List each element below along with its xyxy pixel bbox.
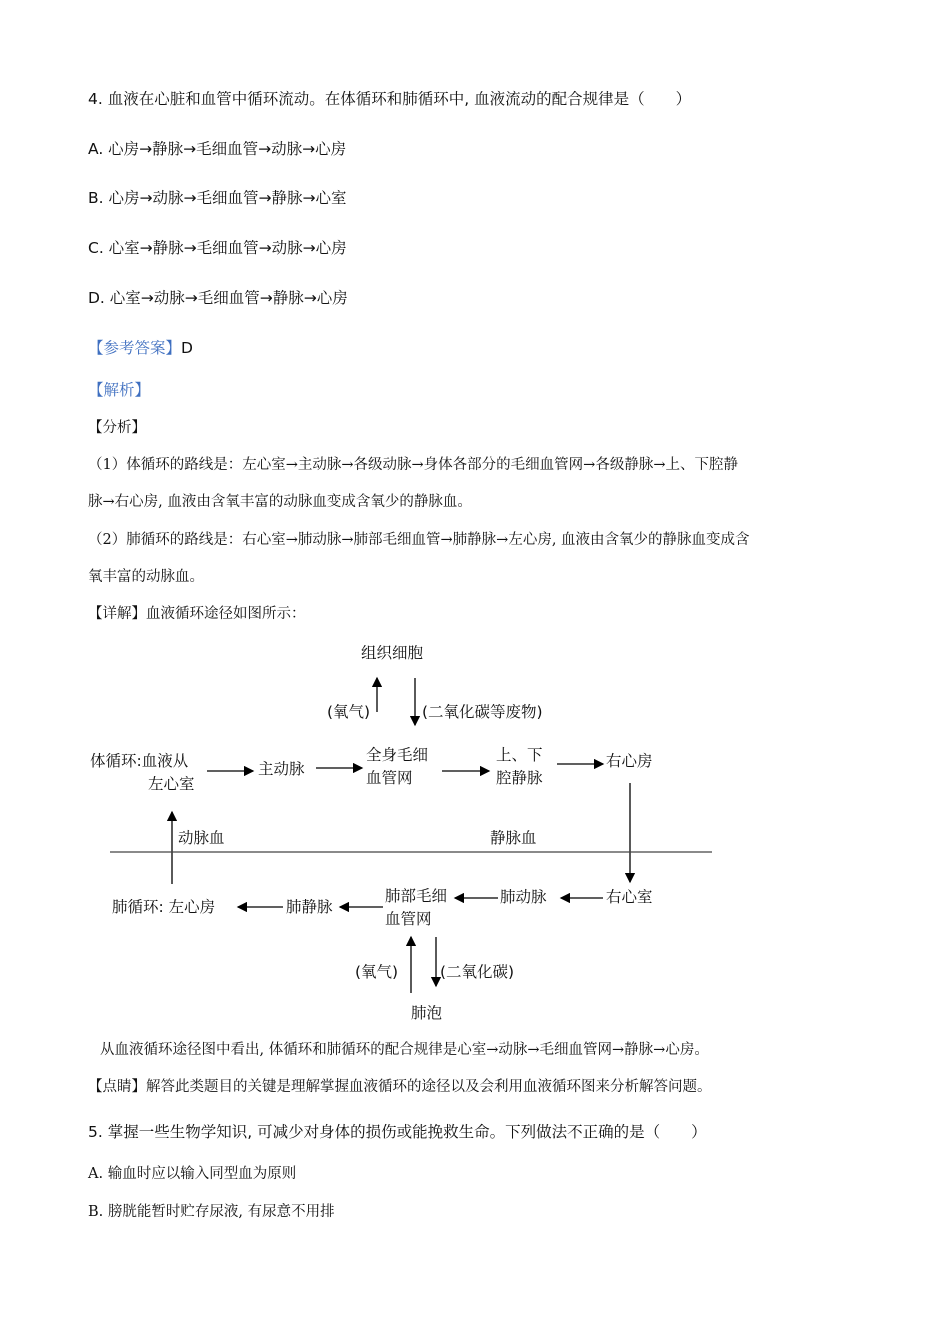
analysis-label: 【解析】 xyxy=(88,381,151,399)
systemic-start: 体循环:血液从 xyxy=(90,752,189,770)
pulmonary-vein: 肺静脉 xyxy=(286,898,333,916)
analysis-p1-cont: 脉→右心房, 血液由含氧丰富的动脉血变成含氧少的静脉血。 xyxy=(88,494,472,510)
co2-top-label: (二氧化碳等废物) xyxy=(422,703,543,721)
oxygen-bottom-label: (氧气) xyxy=(355,963,399,981)
alveoli: 肺泡 xyxy=(411,1004,443,1022)
oxygen-top-label: (氧气) xyxy=(327,703,371,721)
option-b: B. 膀胱能暂时贮存尿液, 有尿意不用排 xyxy=(88,1204,335,1220)
tissue-cells: 组织细胞 xyxy=(361,644,424,662)
option-b: B. 心房→动脉→毛细血管→静脉→心室 xyxy=(88,189,347,207)
right-ventricle: 右心室 xyxy=(606,888,653,906)
option-a: A. 输血时应以输入同型血为原则 xyxy=(88,1166,297,1182)
analysis-p2-cont: 氧丰富的动脉血。 xyxy=(88,569,204,585)
pulmonary-left-atrium: 肺循环: 左心房 xyxy=(112,898,216,916)
lung-capillaries-2: 血管网 xyxy=(385,910,432,928)
co2-bottom-label: (二氧化碳) xyxy=(440,963,515,981)
arterial-blood: 动脉血 xyxy=(178,829,225,847)
lung-capillaries-1: 肺部毛细 xyxy=(385,887,448,905)
left-ventricle: 左心室 xyxy=(148,775,195,793)
detail-label: 【详解】血液循环途径如图所示： xyxy=(88,606,306,622)
question-stem: 4. 血液在心脏和血管中循环流动。在体循环和肺循环中, 血液流动的配合规律是（ ） xyxy=(88,90,692,108)
analysis-p1: （1）体循环的路线是：左心室→主动脉→各级动脉→身体各部分的毛细血管网→各级静脉→上、下腔静 xyxy=(88,457,738,473)
option-d: D. 心室→动脉→毛细血管→静脉→心房 xyxy=(88,289,348,307)
option-a: A. 心房→静脉→毛细血管→动脉→心房 xyxy=(88,140,347,158)
vena-cava-1: 上、下 xyxy=(496,746,543,764)
vena-cava-2: 腔静脉 xyxy=(496,769,543,787)
venous-blood: 静脉血 xyxy=(490,829,537,847)
answer-label: 【参考答案】 xyxy=(88,339,182,357)
answer-value: D xyxy=(181,339,193,357)
conclusion: 从血液循环途径图中看出, 体循环和肺循环的配合规律是心室→动脉→毛细血管网→静脉→心房。 xyxy=(100,1042,709,1058)
analysis-p2: （2）肺循环的路线是：右心室→肺动脉→肺部毛细血管→肺静脉→左心房, 血液由含氧少的静脉血变成含 xyxy=(88,532,750,548)
pulmonary-artery: 肺动脉 xyxy=(500,888,547,906)
option-c: C. 心室→静脉→毛细血管→动脉→心房 xyxy=(88,239,347,257)
dianjing: 【点睛】解答此类题目的关键是理解掌握血液循环的途径以及会利用血液循环图来分析解答问题。 xyxy=(88,1079,712,1095)
aorta: 主动脉 xyxy=(258,760,305,778)
question-stem: 5. 掌握一些生物学知识, 可减少对身体的损伤或能挽救生命。下列做法不正确的是（ ） xyxy=(88,1123,707,1141)
fenxi-label: 【分析】 xyxy=(88,420,146,436)
body-capillaries-1: 全身毛细 xyxy=(366,746,429,764)
body-capillaries-2: 血管网 xyxy=(366,769,413,787)
right-atrium: 右心房 xyxy=(606,752,653,770)
